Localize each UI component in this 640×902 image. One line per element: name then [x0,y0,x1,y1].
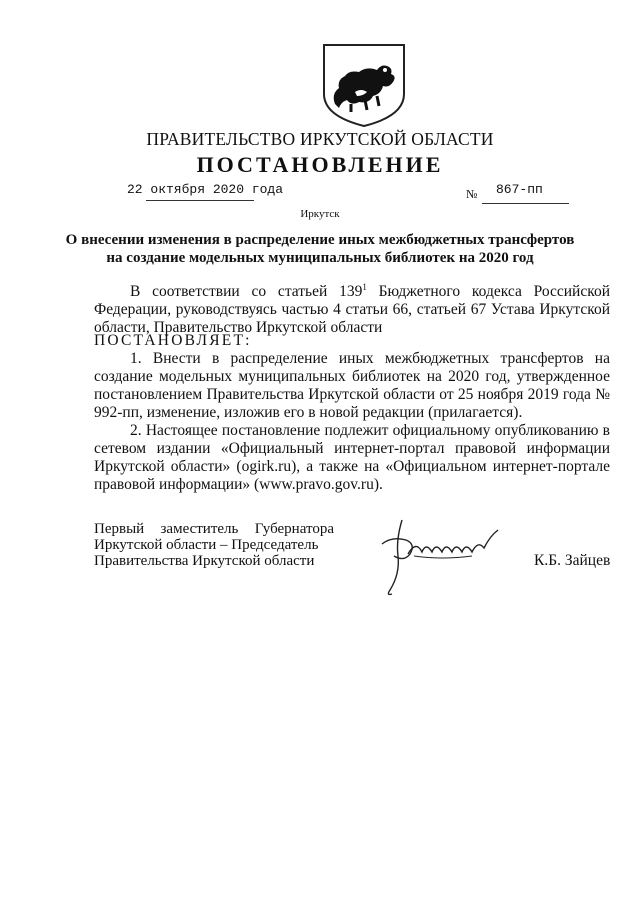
document-title [60,231,580,267]
item-2-paragraph [94,422,610,494]
title-line: О внесении изменения в распределение иных межбюджетных трансфертов [65,232,575,248]
irkutsk-coat-of-arms-icon [321,42,407,128]
item-1-text: 1. Внести в распределение иных межбюджетных трансфертов на создание модельных муниципальных библиотек на 2020 год, утвержденное постановлением Правительства Иркутской области от 25 ноября 2019 года № 992-пп, изменение, изложив его в новой редакции (прилагается). [94,350,610,421]
signer-position-line: Правительства Иркутской области [94,553,315,569]
preamble-text: В соответствии со статьей 139 [130,283,363,301]
document-type: ПОСТАНОВЛЕНИЕ [196,152,444,177]
signer-position-line: Иркутской области – Председатель [94,537,319,553]
preamble-paragraph [94,278,610,337]
city: Иркутск [300,208,340,220]
preamble-text-cont: Бюджетного кодекса Российской Федерации, руководствуясь частью 4 статьи 66, статьей 67 Устава Иркутской области, Правительство Иркутской области [94,283,611,337]
document-number: 867-пп [496,182,543,197]
item-2-text: 2. Настоящее постановление подлежит официальному опубликованию в сетевом издании «Официальный интернет-портал правовой информации Иркутской области» (ogirk.ru), а также на «Официальном интернет-портале правовой информации» (www.pravo.gov.ru). [94,422,610,493]
date-underline [146,200,254,201]
signer-position [94,521,334,569]
item-1-paragraph [94,350,610,422]
article-superscript: 1 [362,282,367,292]
title-line: на создание модельных муниципальных библиотек на 2020 год [106,250,534,266]
signer-position-line: Первый заместитель Губернатора [94,521,334,537]
handwritten-signature [372,510,522,600]
document-date: 22 октября 2020 года [127,182,284,197]
government-name: ПРАВИТЕЛЬСТВО ИРКУТСКОЙ ОБЛАСТИ [146,129,494,149]
number-sign: № [466,187,478,201]
number-underline [482,203,569,204]
signer-name: К.Б. Зайцев [534,552,611,569]
resolves-word: ПОСТАНОВЛЯЕТ: [94,332,252,349]
